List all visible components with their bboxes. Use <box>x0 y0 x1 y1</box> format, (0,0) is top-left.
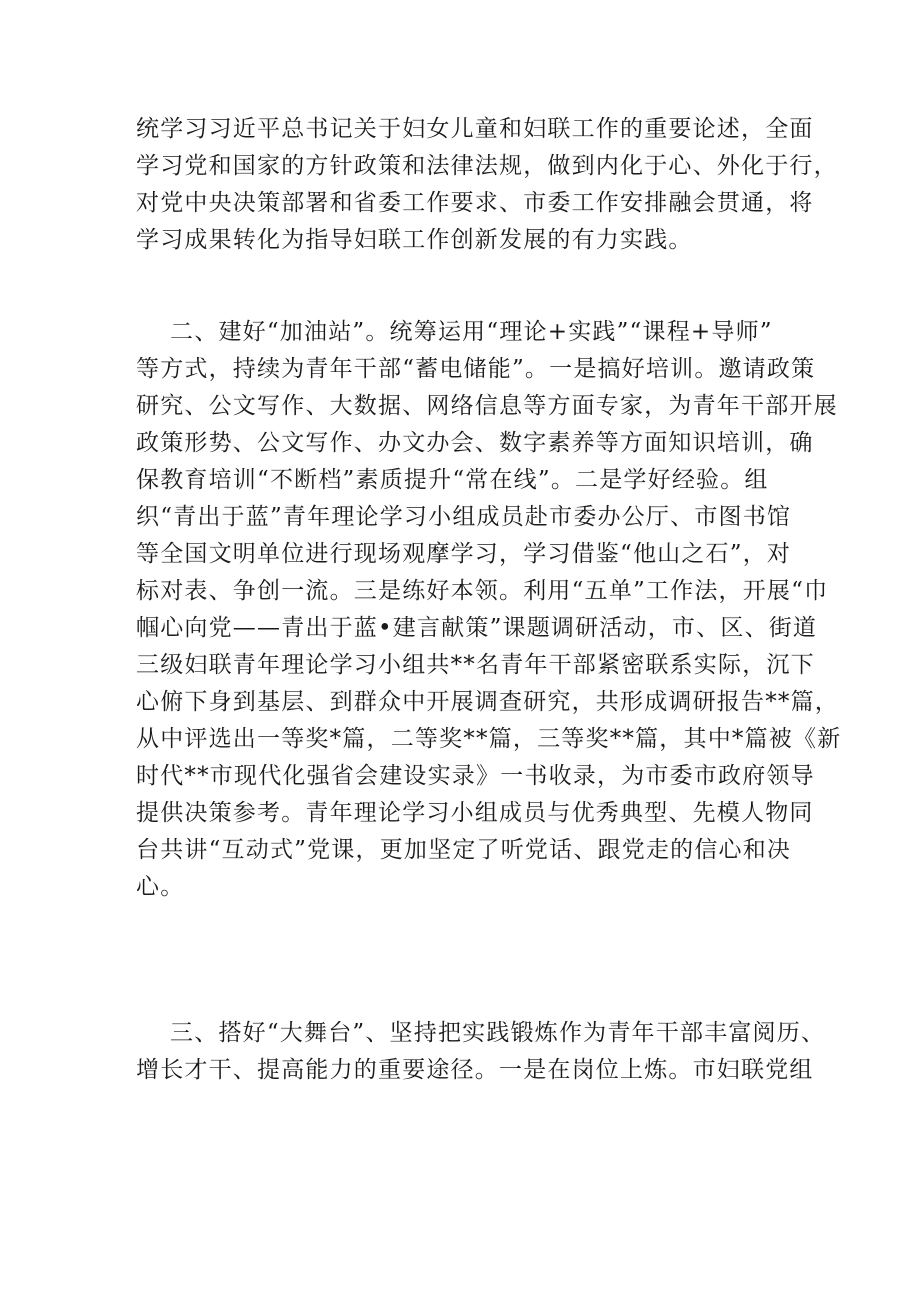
paragraph-line: 帼心向党——青出于蓝•建言献策”课题调研活动，市、区、街道 <box>136 615 818 641</box>
paragraph-line: 心俯下身到基层、到群众中开展调查研究，共形成调研报告**篇， <box>136 689 839 715</box>
paragraph-line: 心。 <box>136 874 185 900</box>
paragraph-line: 保教育培训“不断档”素质提升“常在线”。二是学好经验。组 <box>136 467 769 493</box>
paragraph-line: 增长才干、提高能力的重要途径。一是在岗位上炼。市妇联党组 <box>136 1057 814 1083</box>
paragraph-line: 研究、公文写作、大数据、网络信息等方面专家，为青年干部开展 <box>136 393 838 419</box>
paragraph-line: 等方式，持续为青年干部“蓄电储能”。一是搞好培训。邀请政策 <box>136 356 816 382</box>
paragraph-line: 学习成果转化为指导妇联工作创新发展的有力实践。 <box>136 227 693 253</box>
paragraph-line: 提供决策参考。青年理论学习小组成员与优秀典型、先模人物同 <box>136 800 814 826</box>
paragraph-line: 统学习习近平总书记关于妇女儿童和妇联工作的重要论述，全面 <box>136 116 814 142</box>
paragraph-line: 学习党和国家的方针政策和法律法规，做到内化于心、外化于行， <box>136 153 838 179</box>
paragraph-1 <box>136 111 838 259</box>
paragraph-line: 时代**市现代化强省会建设实录》一书收录，为市委市政府领导 <box>136 763 815 789</box>
paragraph-3 <box>136 1015 826 1089</box>
paragraph-line: 织“青出于蓝”青年理论学习小组成员赴市委办公厅、市图书馆 <box>136 504 792 530</box>
paragraph-line: 政策形势、公文写作、办文办会、数字素养等方面知识培训，确 <box>136 430 814 456</box>
paragraph-line: 对党中央决策部署和省委工作要求、市委工作安排融会贯通，将 <box>136 190 814 216</box>
paragraph-line: 标对表、争创一流。三是练好本领。利用“五单”工作法，开展“巾 <box>136 578 829 604</box>
paragraph-line: 三、搭好“大舞台”、坚持把实践锻炼作为青年干部丰富阅历、 <box>136 1020 826 1046</box>
paragraph-line: 等全国文明单位进行现场观摩学习，学习借鉴“他山之石”，对 <box>136 541 792 567</box>
paragraph-2 <box>136 314 842 906</box>
paragraph-line: 三级妇联青年理论学习小组共**名青年干部紧密联系实际，沉下 <box>136 652 815 678</box>
paragraph-line: 台共讲“互动式”党课，更加坚定了听党话、跟党走的信心和决 <box>136 837 792 863</box>
paragraph-line: 二、建好“加油站”。统筹运用“理论+实践”“课程+导师” <box>136 319 773 345</box>
paragraph-line: 从中评选出一等奖*篇，二等奖**篇，三等奖**篇，其中*篇被《新 <box>136 726 842 752</box>
